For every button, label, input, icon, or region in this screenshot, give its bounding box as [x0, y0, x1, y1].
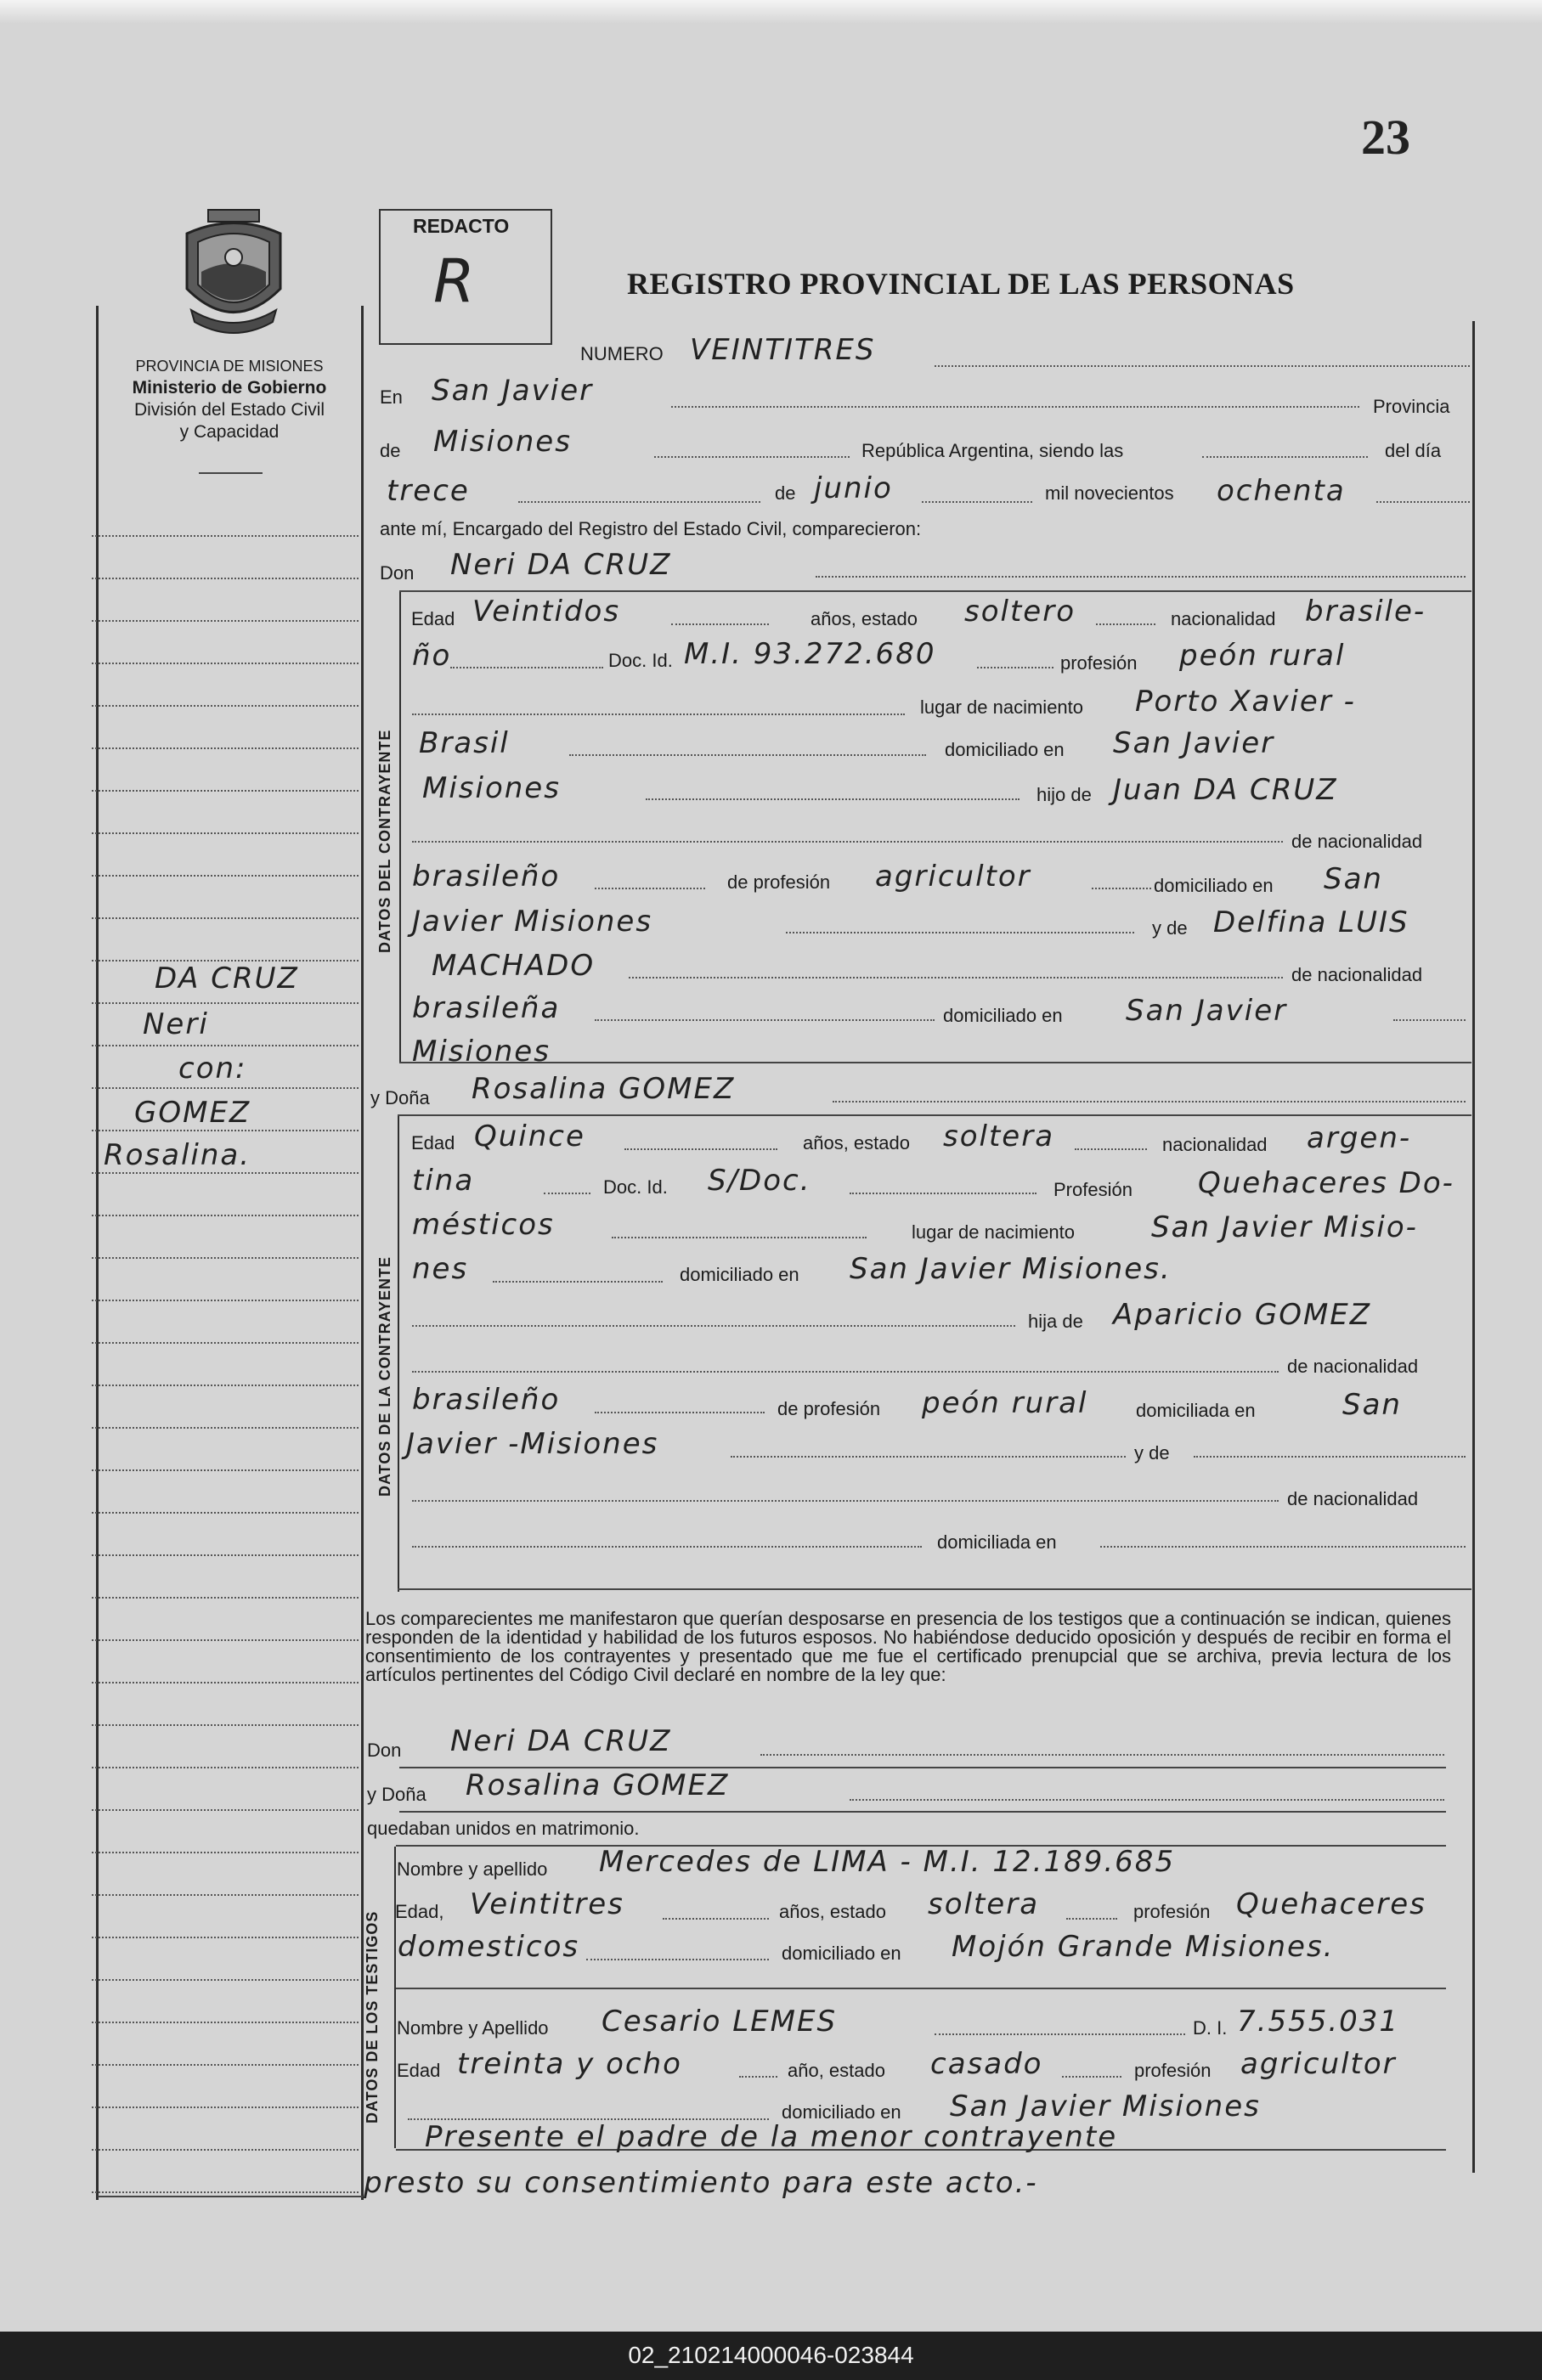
- t2-di-label: D. I.: [1193, 2017, 1228, 2039]
- mil-label: mil novecientos: [1045, 482, 1174, 504]
- novia-prof-label: Profesión: [1053, 1179, 1132, 1200]
- t1-dom: Mojón Grande Misiones.: [952, 1930, 1335, 1964]
- padre-nac-fill: [595, 888, 705, 889]
- org-province: PROVINCIA DE MISIONES: [135, 358, 324, 375]
- anio-fill: [1376, 501, 1470, 503]
- datos-testigos-label: DATOS DE LOS TESTIGOS: [364, 1910, 381, 2123]
- novio-nac-a: brasile-: [1305, 595, 1426, 629]
- don2-name: Neri DA CRUZ: [450, 1724, 672, 1758]
- novia-padre-prof-label: de profesión: [777, 1398, 881, 1419]
- t1-prof-label: profesión: [1133, 1901, 1211, 1922]
- testigos-section-left: [394, 1847, 396, 2148]
- madre-name-a: Delfina LUIS: [1213, 905, 1409, 939]
- y-de-label: y de: [1152, 917, 1188, 939]
- novio-name-fill: [816, 576, 1466, 578]
- t2-estado-fill: [1062, 2076, 1121, 2078]
- footer-bar: [0, 2332, 1542, 2380]
- quedaban-text: quedaban unidos en matrimonio.: [367, 1818, 640, 1839]
- declaration-paragraph: Los comparecientes me manifestaron que querían desposarse en presencia de los testigos que a continuación se indican, quienes responden de la identidad y habilidad de los futuros esposos. No habiéndose deducido oposición y después de recibir en forma el consentimiento de los contrayentes y presentado que me fue el certificado prenupcial que se archiva, previa lectura de los artículos pertinentes del Código Civil declaré en nombre de la ley que:: [365, 1608, 1451, 1685]
- datos-la-contrayente-label: DATOS DE LA CONTRAYENTE: [376, 1255, 393, 1497]
- novia-anios-label: años, estado: [803, 1132, 910, 1153]
- margin-ruled-line: [92, 1130, 359, 1131]
- novia-lugar-label: lugar de nacimiento: [912, 1221, 1076, 1243]
- novia-madre-dom-label: domiciliada en: [937, 1531, 1057, 1553]
- madre-dom-fill: [1393, 1019, 1466, 1021]
- t2-estado: casado: [930, 2047, 1043, 2081]
- margin-ruled-line: [92, 705, 359, 707]
- novia-dom-label: domiciliado en: [680, 1264, 799, 1285]
- margin-ruled-line: [92, 1767, 359, 1768]
- dona2-rule: [399, 1811, 1446, 1813]
- novia-prof-b: mésticos: [412, 1208, 555, 1242]
- novio-anios-label: años, estado: [811, 608, 918, 629]
- novia-section-bottom: [398, 1588, 1471, 1590]
- padre-prof-label: de profesión: [727, 871, 831, 893]
- t1-estado: soltera: [928, 1887, 1040, 1921]
- margin-ruled-line: [92, 1002, 359, 1004]
- novio-doc-fill: [977, 667, 1053, 668]
- madre-name-b: MACHADO: [432, 949, 596, 983]
- novio-doc: M.I. 93.272.680: [684, 637, 936, 671]
- novia-padre-dom-b: Javier -Misiones: [406, 1427, 659, 1461]
- dona2-fill: [850, 1799, 1444, 1801]
- padre-dom-label: domiciliado en: [1154, 875, 1274, 896]
- margin-ruled-line: [92, 917, 359, 919]
- padre-nac: brasileño: [412, 860, 561, 894]
- margin-ruled-line: [92, 2191, 359, 2193]
- testigo-divider: [396, 1988, 1446, 1989]
- margin-ruled-line: [92, 1087, 359, 1089]
- novio-estado-fill: [1096, 623, 1155, 625]
- padre-prof-fill: [1092, 888, 1151, 889]
- novia-estado-fill: [1075, 1148, 1147, 1150]
- novia-estado: soltera: [943, 1120, 1055, 1153]
- novia-padre-dom-a: San: [1342, 1388, 1402, 1422]
- datos-contrayente-label: DATOS DEL CONTRAYENTE: [376, 729, 393, 953]
- novia-doc: S/Doc.: [708, 1164, 811, 1198]
- t1-anios-label: años, estado: [779, 1901, 886, 1922]
- novia-doc-fill: [850, 1193, 1036, 1194]
- numero-value: VEINTITRES: [690, 333, 876, 367]
- padre-nac-label: de nacionalidad: [1291, 831, 1423, 852]
- novio-dom-b: Misiones: [422, 771, 561, 805]
- novio-lugar-a: Porto Xavier -: [1135, 685, 1356, 719]
- anio-value: ochenta: [1217, 474, 1346, 508]
- del-dia-label: del día: [1385, 440, 1442, 461]
- stamp-label: REDACTO: [413, 215, 510, 237]
- madre-nac: brasileña: [412, 991, 561, 1025]
- margin-ruled-line: [92, 1894, 359, 1896]
- novia-dom: San Javier Misiones.: [850, 1252, 1172, 1286]
- t1-dom-label: domiciliado en: [782, 1943, 901, 1964]
- novia-lugar-a: San Javier Misio-: [1151, 1210, 1418, 1244]
- novio-section-left: [399, 592, 401, 1062]
- don2-fill: [760, 1754, 1444, 1756]
- t1-edad-fill: [663, 1918, 769, 1920]
- margin-ruled-line: [92, 1852, 359, 1853]
- novia-nac-fill: [544, 1193, 590, 1194]
- org-division-2: y Capacidad: [179, 422, 280, 442]
- margin-note-surname-2: GOMEZ: [134, 1096, 251, 1130]
- en-label: En: [380, 386, 403, 408]
- padre-dom-a: San: [1324, 862, 1383, 896]
- t1-prof-fill: [586, 1959, 769, 1960]
- document-title: REGISTRO PROVINCIAL DE LAS PERSONAS: [627, 267, 1295, 301]
- margin-left-border: [96, 306, 99, 2200]
- novio-lugar-label: lugar de nacimiento: [920, 697, 1084, 718]
- don2-label: Don: [367, 1740, 402, 1761]
- novia-prof-fill: [612, 1237, 867, 1238]
- margin-ruled-line: [92, 832, 359, 834]
- margin-note-name: Neri: [143, 1007, 209, 1041]
- novio-nac-fill: [450, 667, 603, 668]
- novio-edad-label: Edad: [411, 608, 455, 629]
- provincia-label: Provincia: [1373, 396, 1450, 417]
- margin-ruled-line: [92, 1682, 359, 1683]
- de2-label: de: [775, 482, 796, 504]
- dia-fill: [518, 501, 760, 503]
- novia-lugar-fill: [493, 1281, 663, 1283]
- margin-ruled-line: [92, 747, 359, 749]
- novio-estado: soltero: [964, 595, 1076, 629]
- margin-ruled-line: [92, 578, 359, 579]
- madre-name-fill: [629, 977, 1283, 979]
- lugar-fill: [671, 406, 1359, 408]
- margin-ruled-line: [92, 1300, 359, 1301]
- provincial-seal-icon: [174, 208, 293, 336]
- t2-prof: agricultor: [1240, 2047, 1397, 2081]
- numero-label: NUMERO: [580, 343, 664, 364]
- novio-dom-fill: [646, 798, 1020, 800]
- novia-y-de-label: y de: [1134, 1442, 1170, 1464]
- note-line-2: presto su consentimiento para este acto.-: [364, 2166, 1038, 2200]
- record-right-border: [1472, 321, 1475, 2173]
- org-division: División del Estado Civil: [133, 400, 325, 420]
- org-ministry: Ministerio de Gobierno: [132, 378, 327, 398]
- novia-padre-name: Aparicio GOMEZ: [1113, 1298, 1372, 1332]
- novio-edad-fill: [671, 623, 769, 625]
- novio-edad: Veintidos: [472, 595, 621, 629]
- provincia-fill: [654, 456, 850, 458]
- novia-padre-dom-fill: [731, 1456, 1126, 1458]
- novio-lugar-b: Brasil: [419, 726, 510, 760]
- dona2-name: Rosalina GOMEZ: [466, 1768, 730, 1802]
- margin-note-con: con:: [178, 1052, 247, 1086]
- novia-padre-nac-label: de nacionalidad: [1287, 1356, 1419, 1377]
- novio-prof-label: profesión: [1060, 652, 1138, 674]
- ante-text: ante mí, Encargado del Registro del Estado Civil, comparecieron:: [380, 518, 922, 539]
- t2-nombre-label: Nombre y Apellido: [397, 2017, 549, 2039]
- novia-padre-nac-fill: [595, 1412, 765, 1413]
- novia-lugar-b: nes: [412, 1252, 469, 1286]
- margin-ruled-line: [92, 1215, 359, 1216]
- t2-anio-label: año, estado: [788, 2060, 885, 2081]
- t1-edad: Veintitres: [470, 1887, 624, 1921]
- novia-name-fill: [833, 1101, 1466, 1103]
- t1-prof-a: Quehaceres: [1236, 1887, 1426, 1921]
- margin-bottom-rule: [98, 2196, 363, 2197]
- republica-label: República Argentina, siendo las: [861, 440, 1124, 461]
- t2-edad-fill: [739, 2076, 777, 2078]
- hija-de-label: hija de: [1028, 1311, 1083, 1332]
- madre-nac-fill: [595, 1019, 935, 1021]
- novia-nac-a: argen-: [1307, 1121, 1412, 1155]
- t2-dom-label: domiciliado en: [782, 2101, 901, 2123]
- t1-nombre-label: Nombre y apellido: [397, 1858, 548, 1880]
- t2-dom: San Javier Misiones: [950, 2090, 1261, 2123]
- numero-fill: [935, 365, 1470, 367]
- lugar-value: San Javier: [432, 374, 594, 408]
- novio-line3-fill: [412, 713, 905, 715]
- t2-nombre: Cesario LEMES: [602, 2005, 838, 2039]
- margin-note-surname: DA CRUZ: [155, 962, 299, 995]
- margin-ruled-line: [92, 1427, 359, 1429]
- don-label: Don: [380, 562, 415, 584]
- novia-doc-label: Doc. Id.: [603, 1176, 668, 1198]
- novio-nac-b: ño: [412, 639, 452, 673]
- dona-label: y Doña: [370, 1087, 430, 1108]
- hijo-de-label: hijo de: [1036, 784, 1092, 805]
- margin-ruled-line: [92, 1045, 359, 1046]
- padre-dom-fill: [786, 932, 1134, 933]
- madre-dom-label: domiciliado en: [943, 1005, 1063, 1026]
- novia-edad-label: Edad: [411, 1132, 455, 1153]
- note-line-1: Presente el padre de la menor contrayente: [425, 2120, 1118, 2154]
- page-number: 23: [1361, 110, 1410, 165]
- t1-nombre: Mercedes de LIMA - M.I. 12.189.685: [599, 1845, 1176, 1879]
- novia-madre-dom-fill-b: [1100, 1546, 1466, 1548]
- stamp-initial: R: [433, 246, 477, 316]
- t2-prof-label: profesión: [1134, 2060, 1212, 2081]
- margin-ruled-line: [92, 2106, 359, 2108]
- margin-ruled-line: [92, 1597, 359, 1599]
- t2-di: 7.555.031: [1237, 2005, 1400, 2039]
- margin-ruled-line: [92, 875, 359, 877]
- novia-padre-prof: peón rural: [922, 1386, 1088, 1420]
- padre-line-fill: [412, 841, 1283, 843]
- issuing-office: [98, 355, 361, 443]
- novia-padre-dom-label: domiciliada en: [1136, 1400, 1256, 1421]
- madre-dom-b: Misiones: [412, 1035, 551, 1069]
- novio-dom-label: domiciliado en: [945, 739, 1065, 760]
- novia-madre-nac-label: de nacionalidad: [1287, 1488, 1419, 1509]
- novio-section-bottom: [399, 1062, 1471, 1063]
- margin-ruled-line: [92, 2149, 359, 2151]
- novia-nac-b: tina: [412, 1164, 475, 1198]
- margin-ruled-line: [92, 1809, 359, 1811]
- provincia-value: Misiones: [433, 425, 572, 459]
- margin-ruled-line: [92, 1172, 359, 1174]
- margin-ruled-line: [92, 1724, 359, 1726]
- margin-ruled-line: [92, 663, 359, 664]
- novia-nac-label: nacionalidad: [1162, 1134, 1268, 1155]
- novia-edad-fill: [624, 1148, 777, 1150]
- dia-value: trece: [387, 474, 470, 508]
- margin-ruled-line: [92, 790, 359, 792]
- t2-nombre-fill: [935, 2033, 1185, 2035]
- margin-note-name-2: Rosalina.: [104, 1138, 251, 1172]
- padre-name: Juan DA CRUZ: [1113, 773, 1338, 807]
- padre-prof: agricultor: [875, 860, 1031, 894]
- dona2-label: y Doña: [367, 1784, 426, 1805]
- novia-edad: Quince: [474, 1120, 585, 1153]
- de-label: de: [380, 440, 401, 461]
- margin-ruled-line: [92, 1469, 359, 1471]
- novia-madre-nac-fill: [412, 1500, 1279, 1502]
- novia-padre-nac: brasileño: [412, 1383, 561, 1417]
- novia-madre-fill: [1194, 1456, 1466, 1458]
- t1-edad-label: Edad,: [395, 1901, 444, 1922]
- madre-nac-label: de nacionalidad: [1291, 964, 1423, 985]
- novio-doc-label: Doc. Id.: [608, 650, 673, 671]
- novio-dom-a: San Javier: [1113, 726, 1275, 760]
- margin-ruled-line: [92, 535, 359, 537]
- margin-ruled-line: [92, 2064, 359, 2066]
- margin-ruled-line: [92, 1512, 359, 1514]
- novia-padre-fill-b: [412, 1371, 1279, 1373]
- padre-dom-b: Javier Misiones: [412, 905, 653, 939]
- footer-id: 02_210214000046-023844: [628, 2342, 914, 2368]
- margin-ruled-line: [92, 620, 359, 622]
- t2-edad-label: Edad: [397, 2060, 441, 2081]
- margin-ruled-line: [92, 2022, 359, 2023]
- novia-name: Rosalina GOMEZ: [472, 1072, 736, 1106]
- margin-ruled-line: [92, 1257, 359, 1259]
- org-divider: [199, 472, 263, 474]
- margin-ruled-line: [92, 1385, 359, 1386]
- mes-fill: [922, 501, 1032, 503]
- novio-prof: peón rural: [1179, 639, 1346, 673]
- t2-edad: treinta y ocho: [457, 2047, 682, 2081]
- novio-lugar-fill: [569, 754, 926, 756]
- hora-fill: [1202, 456, 1368, 458]
- margin-ruled-line: [92, 1554, 359, 1556]
- t1-estado-fill: [1066, 1918, 1117, 1920]
- novia-section-left: [398, 1116, 399, 1592]
- margin-ruled-line: [92, 1342, 359, 1344]
- margin-ruled-line: [92, 1979, 359, 1981]
- t1-prof-b: domesticos: [398, 1930, 580, 1964]
- novia-prof-a: Quehaceres Do-: [1198, 1166, 1454, 1200]
- mes-value: junio: [814, 471, 893, 505]
- madre-dom-a: San Javier: [1126, 994, 1288, 1028]
- novio-nac-label: nacionalidad: [1171, 608, 1276, 629]
- novia-madre-dom-fill-a: [412, 1546, 922, 1548]
- novia-section-top: [398, 1114, 1471, 1116]
- margin-ruled-line: [92, 1639, 359, 1641]
- novio-section-top: [399, 590, 1471, 592]
- novio-name: Neri DA CRUZ: [450, 548, 672, 582]
- margin-ruled-line: [92, 1937, 359, 1938]
- novia-padre-fill-a: [412, 1325, 1015, 1327]
